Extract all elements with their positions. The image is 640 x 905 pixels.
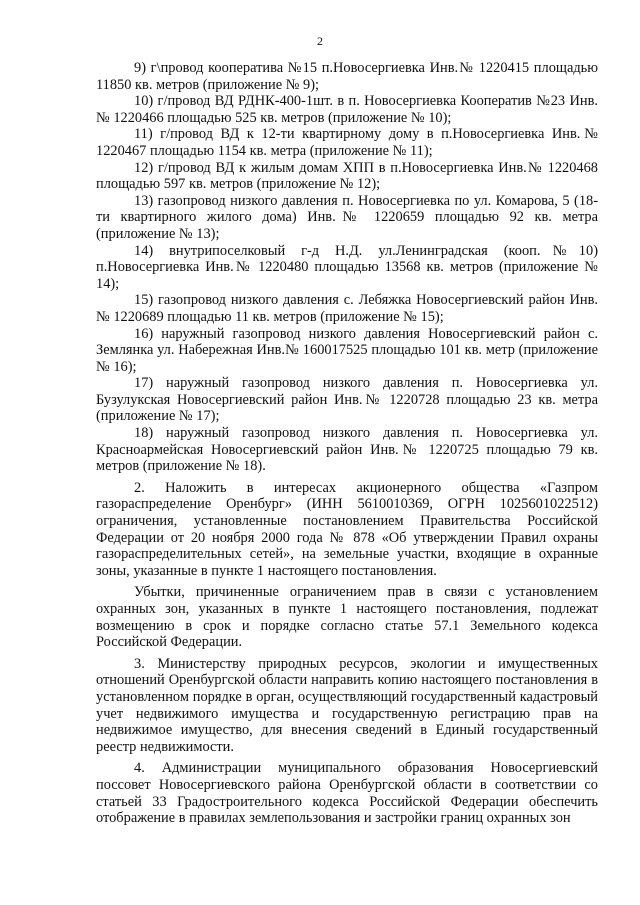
list-item-11: 11) г/провод ВД к 12-ти квартирному дому в п.Новосергиевка Инв.№ 1220467 площадью 1154 кв. метра (приложение № 11); [96,126,598,159]
list-item-10: 10) г/провод ВД РДНК-400-1шт. в п. Новосергиевка Кооператив №23 Инв.№ 1220466 площадью 525 кв. метров (приложение № 10); [96,93,598,126]
list-item-14: 14) внутрипоселковый г-д Н.Д. ул.Ленинградская (кооп.№10) п.Новосергиевка Инв.№ 1220480 площадью 13568 кв. метров (приложение № 14); [96,242,598,292]
section-3-paragraph: 3. Министерству природных ресурсов, экологии и имущественных отношений Оренбургской области направить копию настоящего постановления в установленном порядке в орган, осуществляющий государственный кадастровый учет недвижимого имущества и государственную регистрацию прав на недвижимое имущество, для внесения сведений в Единый государственный реестр недвижимости. [96,655,598,755]
list-item-12: 12) г/провод ВД к жилым домам ХПП в п.Новосергиевка Инв.№ 1220468 площадью 597 кв. метров (приложение № 12); [96,159,598,193]
losses-paragraph: Убытки, причиненные ограничением прав в связи с установлением охранных зон, указанных в пункте 1 настоящего постановления, подлежат возмещению в срок и порядке согласно статье 57.1 Земельного кодекса Российской Федерации. [96,584,598,651]
list-item-13: 13) газопровод низкого давления п. Новосергиевка по ул. Комарова, 5 (18-ти квартирного жилого дома) Инв.№ 1220659 площадью 92 кв. метра (приложение № 13); [96,192,598,242]
page-number: 2 [317,34,323,48]
list-item-9: 9) г\провод кооператива №15 п.Новосергиевка Инв.№ 1220415 площадью 11850 кв. метров (приложение № 9); [96,60,598,93]
document-body [96,60,598,827]
list-item-18: 18) наружный газопровод низкого давления п. Новосергиевка ул. Красноармейская Новосергиевский район Инв.№ 1220725 площадью 79 кв. метров (приложение № 18). [96,425,598,475]
list-item-16: 16) наружный газопровод низкого давления Новосергиевский район с. Землянка ул. Набережная Инв.№ 160017525 площадью 101 кв. метр (приложение № 16); [96,325,598,375]
section-2-paragraph: 2. Наложить в интересах акционерного общества «Газпром газораспределение Оренбург» (ИНН 5610010369, ОГРН 1025601022512) ограничения, установленные постановлением Правительства Российской Федерации от 20 ноября 2000 года № 878 «Об утверждении Правил охраны газораспределительных сетей», на земельные участки, входящие в охранные зоны, указанные в пункте 1 настоящего постановления. [96,479,598,579]
section-4-paragraph: 4. Администрации муниципального образования Новосергиевский поссовет Новосергиевского района Оренбургской области в соответствии со статьей 33 Градостроительного кодекса Российской Федерации обеспечить отображение в правилах землепользования и застройки границ охранных зон [96,760,598,827]
list-item-15: 15) газопровод низкого давления с. Лебяжка Новосергиевский район Инв.№ 1220689 площадью 11 кв. метров (приложение № 15); [96,292,598,325]
list-item-17: 17) наружный газопровод низкого давления п. Новосергиевка ул. Бузулукская Новосергиевский район Инв.№ 1220728 площадью 23 кв. метра (приложение № 17); [96,375,598,425]
